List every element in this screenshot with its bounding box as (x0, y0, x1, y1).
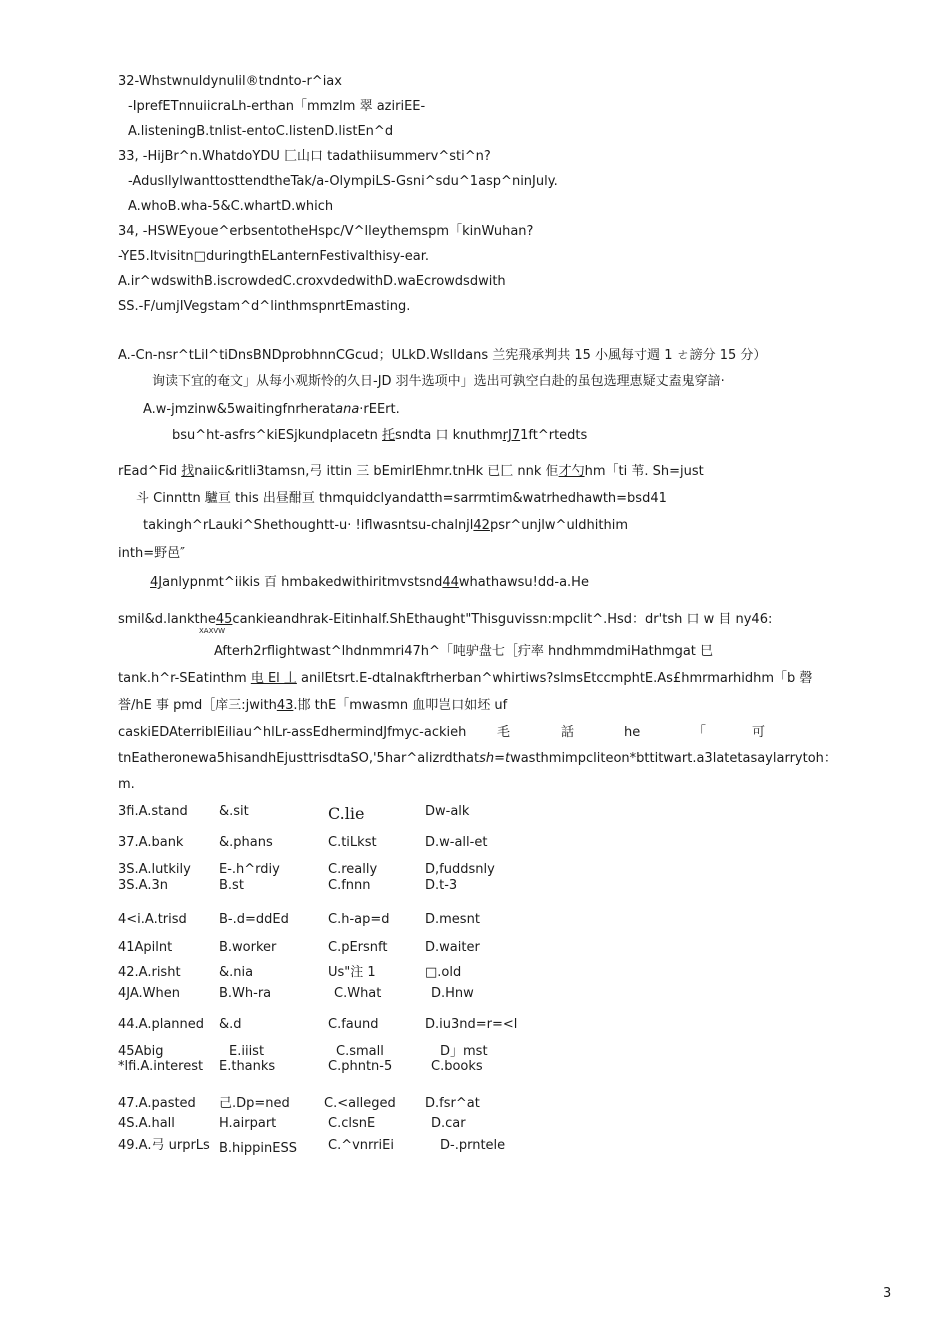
passage-token: 毛 (497, 725, 511, 740)
passage-line: rEad^Fid 找naiic&ritli3tamsn,弓 ittin 三 bEmirlEhmr.tnHk 已匚 nnk 佢才勺hm「ti 苇. Sh=just (118, 464, 704, 479)
option-c: C.lie (328, 804, 365, 823)
option-b: B.hippinESS (219, 1141, 297, 1156)
question-35-stem: SS.-F/umjIVegstam^d^linthmspnrtEmasting. (118, 299, 411, 314)
option-b: &.d (219, 1017, 242, 1032)
passage-line: A.w-jmzinw&5waitingfnrheratana·rEErt. (143, 402, 400, 417)
option-c: C.phntn-5 (328, 1059, 393, 1074)
option-d: □.old (425, 965, 462, 980)
option-d: D」mst (440, 1044, 488, 1059)
passage-token: 話 (561, 725, 575, 740)
option-d: D.car (431, 1116, 466, 1131)
question-32-options: A.listeningB.tnlist-entoC.listenD.listEn^d (128, 124, 394, 139)
question-33-stem: 33, -HijBr^n.WhatdoYDU 匚山口 tadathiisummerv^sti^n? (118, 149, 491, 164)
passage-line: m. (118, 777, 135, 792)
option-c: C.pErsnft (328, 940, 388, 955)
option-d: D.iu3nd=r=<l (425, 1017, 518, 1032)
passage-line: takingh^rLauki^Shethoughtt-u· !iflwasntsu-chalnjl42psr^unjlw^uldhithim (143, 518, 629, 533)
question-33-dialog: -AdusllylwanttosttendtheTak/a-OlympiLS-Gsni^sdu^1asp^ninJuly. (128, 174, 558, 189)
option-d: Dw-alk (425, 804, 470, 819)
option-b: &.nia (219, 965, 254, 980)
option-d: C.books (431, 1059, 483, 1074)
passage-line: tnEatheronewa5hisandhEjusttrisdtaSO,'5har^alizrdthatsh=twasthmimpcliteon*bttitwart.a3latetasaylarrytoh： (118, 751, 837, 766)
option-b: &.phans (219, 835, 273, 850)
option-b: E.thanks (219, 1059, 276, 1074)
option-c: C.^vnrriEi (328, 1138, 394, 1153)
option-a: 4<i.A.trisd (118, 912, 187, 927)
option-c: C.h-ap=d (328, 912, 390, 927)
option-d: D.Hnw (431, 986, 474, 1001)
option-c: C.What (334, 986, 382, 1001)
option-b: E.iiist (229, 1044, 265, 1059)
option-a: 49.A.弓 urprLs (118, 1138, 210, 1153)
option-c: Us"注 1 (328, 965, 376, 980)
passage-token: 可 (752, 725, 766, 740)
option-b: B.worker (219, 940, 277, 955)
passage-line: bsu^ht-asfrs^kiESjkundplacetn 托sndta 口 knuthmrJ71ft^rtedts (172, 428, 588, 443)
option-d: D.t-3 (425, 878, 458, 893)
option-d: D.mesnt (425, 912, 480, 927)
page-number: 3 (883, 1286, 892, 1301)
passage-token: 「 (693, 725, 707, 740)
option-c: C.tiLkst (328, 835, 377, 850)
option-a: 45Abig (118, 1044, 164, 1059)
option-a: 4S.A.hall (118, 1116, 175, 1131)
passage-line: inth=野邑″ (118, 546, 185, 561)
section-heading: A.-Cn-nsr^tLil^tiDnsBNDprobhnnCGcud；ULkD.Wslldans 兰宪飛承判共 15 小風每寸週 1 ㄜ謗分 15 分） (118, 348, 767, 363)
option-c: C.really (328, 862, 378, 877)
option-b: E-.h^rdiy (219, 862, 280, 877)
option-c: C.fnnn (328, 878, 371, 893)
question-34-stem: 34, -HSWEyoue^erbsentotheHspc/V^lleythemspm「kinWuhan? (118, 224, 534, 239)
question-34-options: A.ir^wdswithB.iscrowdedC.croxvdedwithD.waEcrowdsdwith (118, 274, 506, 289)
option-d: D.w-all-et (425, 835, 488, 850)
question-33-options: A.whoB.wha-5&C.whartD.which (128, 199, 334, 214)
option-b: B.Wh-ra (219, 986, 272, 1001)
passage-line: smil&d.lankthe45cankieandhrak-Eitinhalf.ShEthaught"Thisguvissn:mpclit^.Hsd：dr'tsh 口 w 目 ny46: (118, 612, 773, 627)
option-c: C.<alleged (324, 1096, 396, 1111)
option-d: D,fuddsnly (425, 862, 495, 877)
passage-line: tank.h^r-SEatinthm 电 El 丄 anilEtsrt.E-dtaInakftrherban^whirtiws?slmsEtccmphtE.As£hmrmarhidhm「b 磬 (118, 671, 813, 686)
option-b: H.airpart (219, 1116, 277, 1131)
option-a: 41Apilnt (118, 940, 173, 955)
option-a: 37.A.bank (118, 835, 184, 850)
option-b: B.st (219, 878, 244, 893)
passage-line: 4Janlypnmt^iikis 百 hmbakedwithiritmvstsnd44whathawsu!dd-a.He (150, 575, 589, 590)
section-instruction: 询读下宜的奄文」从每小观斯怜的久日-JD 羽牛选项中」选出可孰空白赴的虽包选理恵疑丈盍鬼穿諳· (152, 374, 725, 389)
question-34-dialog: -YE5.Itvisitn□duringthELanternFestivalthisy-ear. (118, 249, 429, 264)
option-d: D.waiter (425, 940, 480, 955)
passage-subscript: XAXVW (199, 627, 226, 635)
question-32-dialog: -IprefETnnuiicraLh-erthan「mmzlm 翠 aziriEE- (128, 99, 426, 114)
option-a: 42.A.risht (118, 965, 181, 980)
option-d: D-.prntele (440, 1138, 506, 1153)
option-a: 3fi.A.stand (118, 804, 188, 819)
passage-line: 斗 Cinnttn 驢亘 this 出昼酣亘 thmquidclyandatth=sarrmtim&watrhedhawth=bsd41 (136, 491, 667, 506)
option-c: C.clsnE (328, 1116, 376, 1131)
option-a: 3S.A.lutkily (118, 862, 191, 877)
passage-line: Afterh2rflightwast^lhdnmmri47h^「吨驴盘七［疔率 hndhmmdmiHathmgat 巳 (214, 644, 714, 659)
option-c: C.faund (328, 1017, 379, 1032)
option-a: 3S.A.3n (118, 878, 168, 893)
option-d: D.fsr^at (425, 1096, 480, 1111)
passage-line: 誉/hE 事 pmd［庠三:jwith43.邯 thE「mwasmn 血叩岂口如坯 uf (118, 698, 508, 713)
option-b: 己.Dp=ned (219, 1096, 290, 1111)
option-b: &.sit (219, 804, 249, 819)
option-a: 4JA.When (118, 986, 181, 1001)
option-a: 47.A.pasted (118, 1096, 196, 1111)
option-b: B-.d=ddEd (219, 912, 289, 927)
question-32-stem: 32-Whstwnuldynulil®tndnto-r^iax (118, 74, 342, 89)
passage-token: he (624, 725, 641, 740)
option-a: *lfi.A.interest (118, 1059, 204, 1074)
option-c: C.small (336, 1044, 384, 1059)
passage-line: caskiEDAterriblEiliau^hlLr-assEdhermindJfmyc-ackieh (118, 725, 467, 740)
option-a: 44.A.planned (118, 1017, 205, 1032)
